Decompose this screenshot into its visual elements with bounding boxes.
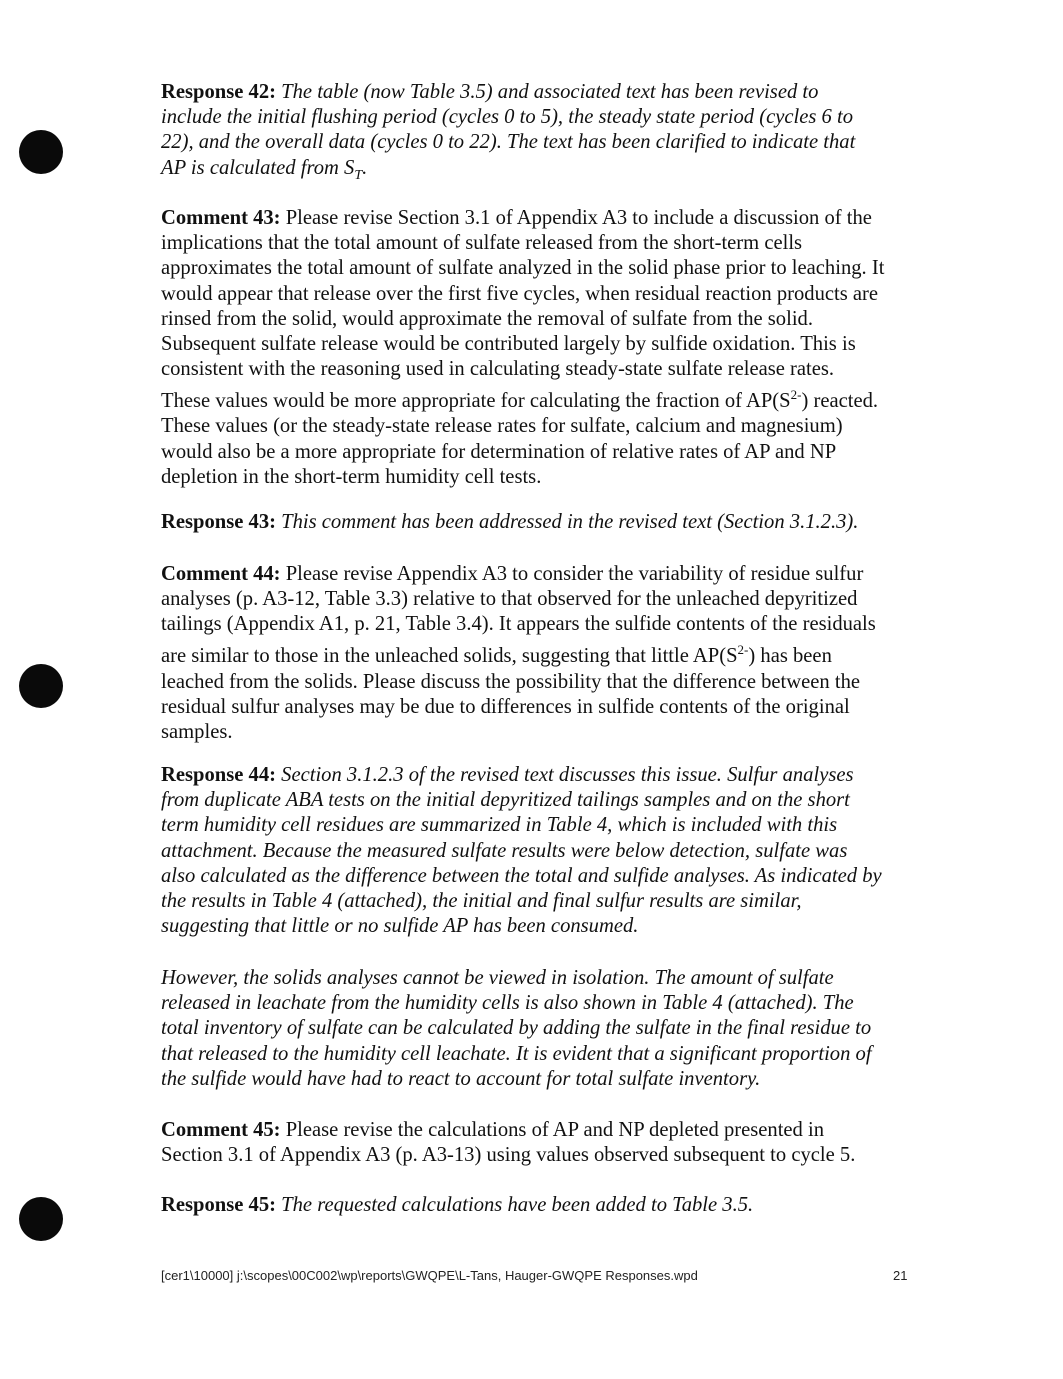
binder-hole bbox=[19, 1197, 63, 1241]
line-text: total inventory of sulfate can be calculated by adding the sulfate in the final residue to bbox=[161, 1017, 872, 1040]
item-heading: Response 43: bbox=[161, 511, 276, 533]
text-line bbox=[161, 80, 921, 105]
text-line bbox=[161, 1193, 921, 1218]
line-text: rinsed from the solid, would approximate the removal of sulfate from the solid. bbox=[161, 307, 813, 330]
text-line bbox=[161, 788, 921, 813]
text-line bbox=[161, 670, 921, 695]
text-line bbox=[161, 1067, 921, 1092]
text-line bbox=[161, 332, 921, 357]
line-text: released in leachate from the humidity cells is also shown in Table 4 (attached). The bbox=[161, 992, 854, 1015]
text-line bbox=[161, 256, 921, 281]
binder-hole bbox=[19, 664, 63, 708]
line-text: include the initial flushing period (cycles 0 to 5), the steady state period (cycles 6 to bbox=[161, 106, 854, 129]
text-line bbox=[161, 206, 921, 231]
text-line bbox=[161, 156, 921, 188]
line-text: the results in Table 4 (attached), the initial and final sulfur results are similar, bbox=[161, 890, 802, 913]
text-line bbox=[161, 914, 921, 939]
line-text: the sulfide would have had to react to account for total sulfate inventory. bbox=[161, 1067, 761, 1090]
comment-paragraph bbox=[161, 206, 921, 490]
text-line bbox=[161, 966, 921, 991]
text-line bbox=[161, 587, 921, 612]
line-text: samples. bbox=[161, 721, 233, 744]
response-paragraph bbox=[161, 966, 921, 1092]
line-text: term humidity cell residues are summarized in Table 4, which is included with this bbox=[161, 814, 838, 837]
line-text: Please revise Appendix A3 to consider the variability of residue sulfur bbox=[285, 563, 864, 585]
text-line bbox=[161, 813, 921, 838]
line-text: attachment. Because the measured sulfate results were below detection, sulfate was bbox=[161, 839, 848, 862]
line-text: suggesting that little or no sulfide AP has been consumed. bbox=[161, 915, 639, 938]
item-heading: Response 42: bbox=[161, 81, 276, 103]
text-line bbox=[161, 105, 921, 130]
text-line bbox=[161, 638, 921, 670]
text-line bbox=[161, 1016, 921, 1041]
text-line bbox=[161, 382, 921, 414]
text-line bbox=[161, 510, 921, 535]
text-line bbox=[161, 612, 921, 637]
response-paragraph bbox=[161, 1193, 921, 1218]
text-line bbox=[161, 839, 921, 864]
binder-hole bbox=[19, 130, 63, 174]
line-text: analyses (p. A3-12, Table 3.3) relative to that observed for the unleached depyritized bbox=[161, 588, 858, 611]
line-text: These values would be more appropriate for calculating the fraction of $AP(S^{2-})$ reacted. bbox=[161, 387, 879, 413]
text-line bbox=[161, 414, 921, 439]
text-line bbox=[161, 307, 921, 332]
line-text: These values (or the steady-state release rates for sulfate, calcium and magnesium) bbox=[161, 415, 843, 438]
line-text: Section 3.1 of Appendix A3 (p. A3-13) using values observed subsequent to cycle 5. bbox=[161, 1144, 856, 1167]
line-text: leached from the solids. Please discuss the possibility that the difference between the bbox=[161, 670, 861, 693]
text-line bbox=[161, 1042, 921, 1067]
text-line bbox=[161, 130, 921, 155]
text-line bbox=[161, 720, 921, 745]
comment-paragraph bbox=[161, 1118, 921, 1168]
line-text: implications that the total amount of sulfate released from the short-term cells bbox=[161, 232, 803, 255]
item-heading: Comment 45: bbox=[161, 1119, 281, 1141]
line-text: tailings (Appendix A1, p. 21, Table 3.4). It appears the sulfide contents of the residuals bbox=[161, 613, 876, 636]
line-text: Section 3.1.2.3 of the revised text discusses this issue. Sulfur analyses bbox=[281, 764, 854, 786]
line-text: depletion in the short-term humidity cell tests. bbox=[161, 465, 542, 488]
response-paragraph bbox=[161, 510, 921, 535]
line-text: residual sulfur analyses may be due to differences in sulfide contents of the original bbox=[161, 695, 850, 718]
text-line bbox=[161, 889, 921, 914]
line-text: This comment has been addressed in the revised text (Section 3.1.2.3). bbox=[281, 511, 859, 533]
text-line bbox=[161, 440, 921, 465]
text-line bbox=[161, 763, 921, 788]
line-text: approximates the total amount of sulfate analyzed in the solid phase prior to leaching. It bbox=[161, 257, 885, 280]
text-line bbox=[161, 1143, 921, 1168]
line-text: AP is calculated from $S_T$. bbox=[161, 156, 368, 183]
line-text: consistent with the reasoning used in calculating steady-state sulfate release rates. bbox=[161, 358, 835, 381]
line-text: The requested calculations have been added to Table 3.5. bbox=[281, 1194, 754, 1216]
page-number: 21 bbox=[893, 1268, 908, 1283]
line-text: also calculated as the difference between the total and sulfide analyses. As indicated by bbox=[161, 864, 882, 887]
text-line bbox=[161, 357, 921, 382]
text-line bbox=[161, 562, 921, 587]
line-text: However, the solids analyses cannot be viewed in isolation. The amount of sulfate bbox=[161, 967, 834, 989]
text-line bbox=[161, 991, 921, 1016]
item-heading: Comment 44: bbox=[161, 563, 281, 585]
line-text: would also be a more appropriate for determination of relative rates of AP and NP bbox=[161, 440, 837, 463]
line-text: 22), and the overall data (cycles 0 to 22). The text has been clarified to indicate that bbox=[161, 131, 856, 154]
text-line bbox=[161, 465, 921, 490]
response-paragraph bbox=[161, 80, 921, 188]
item-heading: Comment 43: bbox=[161, 207, 281, 229]
comment-paragraph bbox=[161, 562, 921, 745]
line-text: would appear that release over the first five cycles, when residual reaction products are bbox=[161, 282, 879, 305]
line-text: Please revise Section 3.1 of Appendix A3 to include a discussion of the bbox=[285, 207, 872, 229]
item-heading: Response 44: bbox=[161, 764, 276, 786]
line-text: The table (now Table 3.5) and associated text has been revised to bbox=[281, 81, 819, 103]
item-heading: Response 45: bbox=[161, 1194, 276, 1216]
response-paragraph bbox=[161, 763, 921, 939]
text-line bbox=[161, 695, 921, 720]
line-text: Subsequent sulfate release would be contributed largely by sulfide oxidation. This is bbox=[161, 333, 856, 356]
line-text: that released to the humidity cell leachate. It is evident that a significant proportion of bbox=[161, 1042, 872, 1065]
line-text: Please revise the calculations of AP and NP depleted presented in bbox=[285, 1119, 825, 1141]
line-text: from duplicate ABA tests on the initial depyritized tailings samples and on the short bbox=[161, 789, 850, 812]
text-line bbox=[161, 282, 921, 307]
line-text: are similar to those in the unleached solids, suggesting that little $AP(S^{2-})$ has been bbox=[161, 642, 832, 668]
text-line bbox=[161, 231, 921, 256]
text-line bbox=[161, 864, 921, 889]
text-line bbox=[161, 1118, 921, 1143]
footer-file-path: [cer1\10000] j:\scopes\00C002\wp\reports\GWQPE\L-Tans, Hauger-GWQPE Responses.wpd bbox=[161, 1268, 698, 1283]
